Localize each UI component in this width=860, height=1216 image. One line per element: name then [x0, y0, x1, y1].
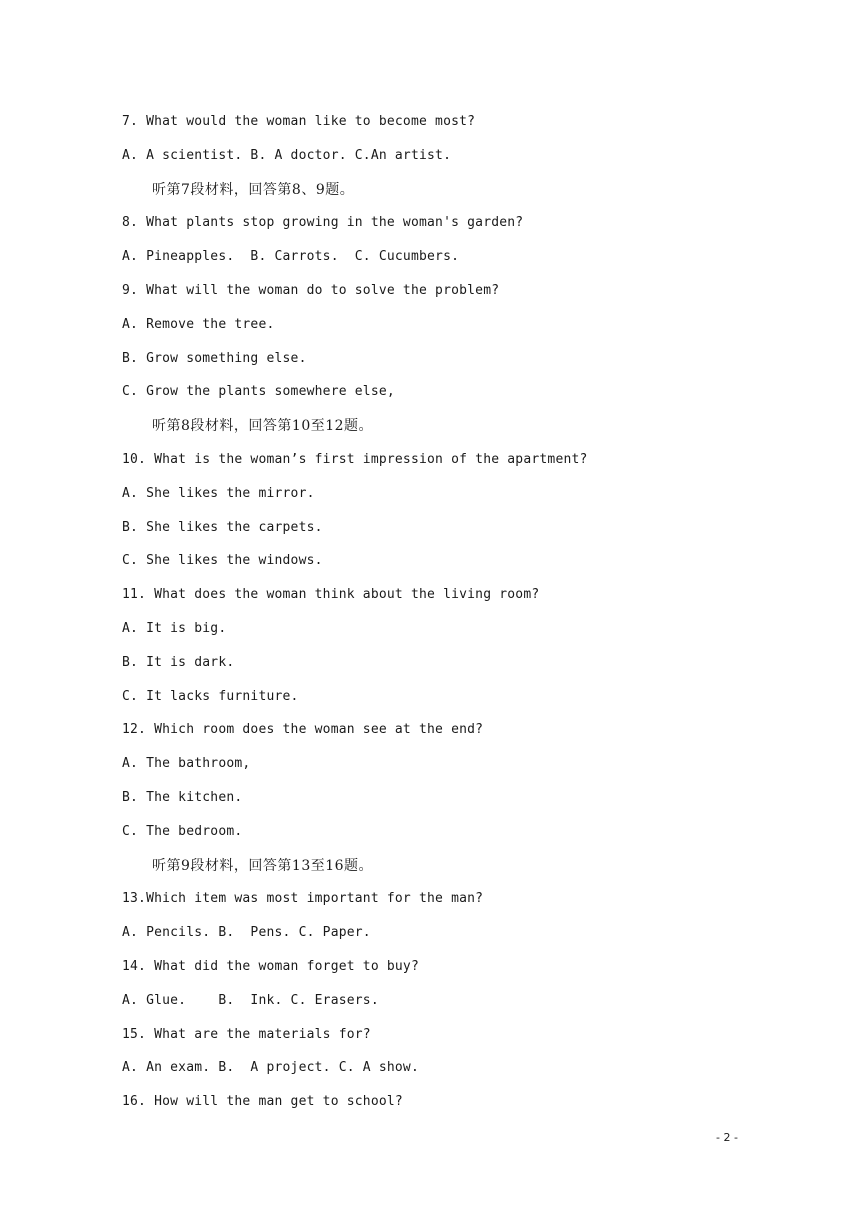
answer-option: A. Remove the tree.	[122, 317, 275, 332]
answer-option: B. Grow something else.	[122, 351, 307, 366]
answer-option: A. An exam. B. A project. C. A show.	[122, 1060, 419, 1075]
question-text: 9. What will the woman do to solve the problem?	[122, 283, 500, 298]
question-text: 7. What would the woman like to become most?	[122, 114, 476, 129]
answer-option: A. It is big.	[122, 621, 227, 636]
question-text: 11. What does the woman think about the living room?	[122, 587, 540, 602]
answer-option: A. Pencils. B. Pens. C. Paper.	[122, 925, 371, 940]
answer-option: C. Grow the plants somewhere else,	[122, 384, 395, 399]
question-text: 15. What are the materials for?	[122, 1027, 371, 1042]
answer-option: C. The bedroom.	[122, 824, 243, 839]
question-text: 13.Which item was most important for the man?	[122, 891, 484, 906]
section-heading: 听第8段材料，回答第10至12题。	[152, 418, 374, 434]
question-text: 8. What plants stop growing in the woman's garden?	[122, 215, 524, 230]
question-text: 10. What is the woman’s first impression of the apartment?	[122, 452, 588, 467]
answer-option: A. She likes the mirror.	[122, 486, 315, 501]
answer-option: B. The kitchen.	[122, 790, 243, 805]
answer-option: A. A scientist. B. A doctor. C.An artist.	[122, 148, 452, 163]
section-heading: 听第9段材料，回答第13至16题。	[152, 858, 374, 874]
section-heading: 听第7段材料，回答第8、9题。	[152, 182, 355, 198]
answer-option: A. Glue. B. Ink. C. Erasers.	[122, 993, 379, 1008]
answer-option: B. It is dark.	[122, 655, 235, 670]
answer-option: C. It lacks furniture.	[122, 689, 299, 704]
answer-option: A. Pineapples. B. Carrots. C. Cucumbers.	[122, 249, 460, 264]
question-text: 16. How will the man get to school?	[122, 1094, 403, 1109]
page-number: - 2 -	[716, 1131, 738, 1144]
answer-option: C. She likes the windows.	[122, 553, 323, 568]
answer-option: B. She likes the carpets.	[122, 520, 323, 535]
question-text: 12. Which room does the woman see at the end?	[122, 722, 484, 737]
answer-option: A. The bathroom,	[122, 756, 251, 771]
question-text: 14. What did the woman forget to buy?	[122, 959, 419, 974]
